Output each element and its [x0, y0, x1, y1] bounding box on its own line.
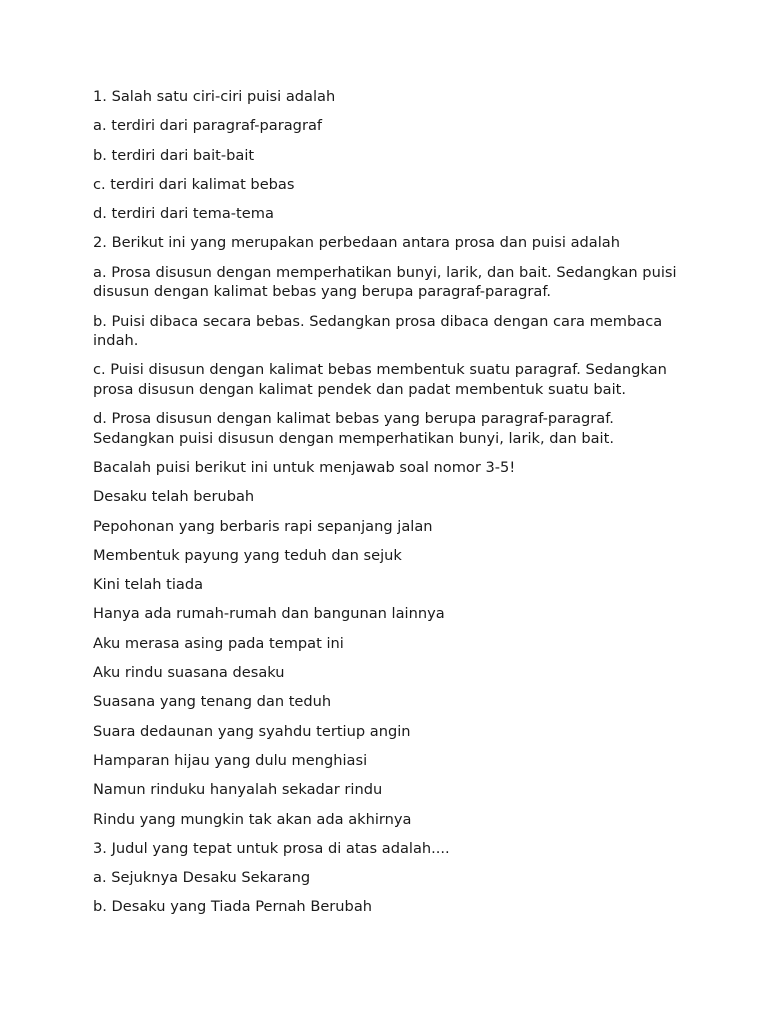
poem-line: Rindu yang mungkin tak akan ada akhirnya	[93, 810, 412, 828]
question-1: 1. Salah satu ciri-ciri puisi adalah	[93, 88, 336, 105]
poem-line: Pepohonan yang berbaris rapi sepanjang jalan	[93, 517, 433, 535]
poem-line: Namun rinduku hanyalah sekadar rindu	[93, 781, 383, 799]
question-2: 2. Berikut ini yang merupakan perbedaan antara prosa dan puisi adalah	[93, 234, 620, 252]
question-3-option-b: b. Desaku yang Tiada Pernah Berubah	[93, 898, 373, 916]
poem-instruction: Bacalah puisi berikut ini untuk menjawab soal nomor 3-5!	[93, 458, 516, 476]
question-1-option-a: a. terdiri dari paragraf-paragraf	[93, 117, 323, 135]
question-1-option-b: b. terdiri dari bait-bait	[93, 146, 255, 164]
poem-line: Hanya ada rumah-rumah dan bangunan lainnya	[93, 605, 445, 623]
poem-line: Desaku telah berubah	[93, 488, 255, 506]
question-1-option-d: d. terdiri dari tema-tema	[93, 205, 274, 223]
poem-line: Membentuk payung yang teduh dan sejuk	[93, 546, 402, 564]
question-2-option-c: c. Puisi disusun dengan kalimat bebas membentuk suatu paragraf. Sedangkan prosa disusun dengan kalimat pendek dan padat membentuk suatu bait.	[93, 361, 667, 398]
question-2-option-b: b. Puisi dibaca secara bebas. Sedangkan prosa dibaca dengan cara membaca indah.	[93, 312, 663, 350]
document-body	[93, 87, 683, 927]
poem-line: Aku merasa asing pada tempat ini	[93, 634, 344, 652]
poem-line: Suara dedaunan yang syahdu tertiup angin	[93, 722, 411, 740]
question-2-option-a: a. Prosa disusun dengan memperhatikan bunyi, larik, dan bait. Sedangkan puisi disusun dengan kalimat bebas yang berupa paragraf-paragraf.	[93, 263, 677, 301]
poem-line: Kini telah tiada	[93, 576, 204, 594]
poem-line: Hamparan hijau yang dulu menghiasi	[93, 751, 368, 769]
question-2-option-d: d. Prosa disusun dengan kalimat bebas yang berupa paragraf-paragraf. Sedangkan puisi disusun dengan memperhatikan bunyi, larik, dan bait.	[93, 410, 614, 447]
question-1-option-c: c. terdiri dari kalimat bebas	[93, 175, 295, 193]
poem-line: Suasana yang tenang dan teduh	[93, 693, 332, 711]
poem-line: Aku rindu suasana desaku	[93, 664, 285, 682]
question-3: 3. Judul yang tepat untuk prosa di atas adalah....	[93, 839, 450, 857]
question-3-option-a: a. Sejuknya Desaku Sekarang	[93, 869, 311, 887]
